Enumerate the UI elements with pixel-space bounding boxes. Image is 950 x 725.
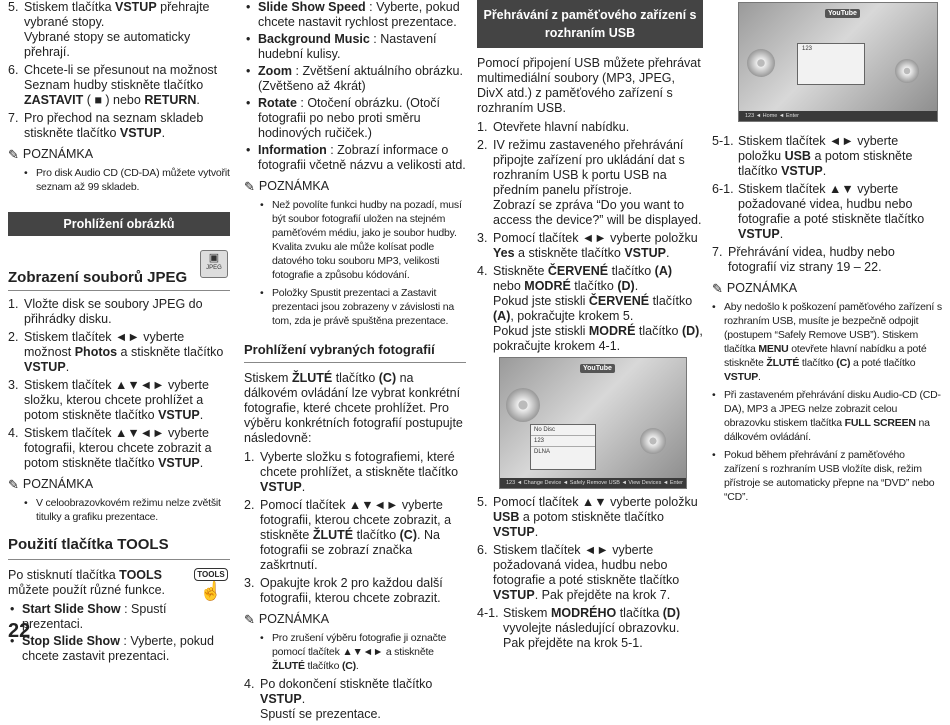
note-list [244,631,466,673]
list-item: • Background Music : Nastavení hudební kulisy. [244,32,466,62]
step-item [477,543,703,603]
step-number: 6-1. [712,182,734,196]
step-number: 3. [8,378,19,392]
step-item [244,576,466,606]
step-item [712,182,942,242]
pencil-icon: ✎ [244,612,255,627]
step-text: Pomocí tlačítek ▲▼◄► vyberte fotografii, kterou chcete zobrazit, a stiskněte ŽLUTÉ tlačítko (C). Na fotografii se zobrazí značka zaškrtnutí. [260,498,452,572]
note-label: POZNÁMKA [22,477,94,491]
step-text: Pro přechod na seznam skladeb stiskněte tlačítko VSTUP. [24,111,204,140]
list-item: • Pokud během přehrávání z paměťového zařízení s rozhraním USB vložíte disk, režim přístroje se automaticky přepne na “DVD” nebo “CD”. [712,448,942,504]
step-number: 4. [8,426,19,440]
step-number: 1. [477,120,488,134]
list-item: • Information : Zobrazí informace o fotografii včetně názvu a velikosti atd. [244,143,466,173]
step-number: 3. [477,231,488,245]
device-label: 123 [802,46,813,52]
step-text: Stiskem tlačítek ◄► vyberte možnost Photos a stiskněte tlačítko VSTUP. [24,330,224,374]
screen-bottom-bar: 123 ◄ Change Device ◄ Safely Remove USB ◄ View Devices ◄ Enter [500,478,686,488]
usb-screen-wrapper [477,357,703,493]
list-item: • Aby nedošlo k poškození paměťového zařízení s rozhraním USB, musíte je bezpečně odpojit (postupem “Safely Remove USB”). Stiskem tlačítka MENU otevřete hlavní nabídku a poté stiskněte ŽLUTÉ tlačítko (C) a poté tlačítko VSTUP. [712,300,942,384]
steps-usb [477,120,703,354]
list-item: • Pro zrušení výběru fotografie ji označte pomocí tlačítek ▲▼◄► a stiskněte ŽLUTÉ tlačítko (C). [260,631,466,673]
hand-icon: ☝ [199,581,223,601]
pencil-icon: ✎ [8,477,19,492]
note-heading [244,179,466,194]
step-item [244,498,466,573]
step-text: Stiskněte ČERVENÉ tlačítko (A) nebo MODRÉ tlačítko (D). Pokud jste stiskli ČERVENÉ tlačítko (A), pokračujte krokem 5. Pokud jste stiskli MODRÉ tlačítko (D), pokračujte krokem 4-1. [493,264,703,353]
pencil-icon: ✎ [8,147,19,162]
usb-screen2-wrapper [712,0,942,128]
step-number: 7. [712,245,723,259]
step-number: 1. [8,297,19,311]
usb-intro: Pomocí připojení USB můžete přehrávat multimediální soubory (MP3, JPEG, DivX atd.) z paměťového zařízení s rozhraním USB. [477,56,701,115]
steps-usb-after [477,495,703,651]
device-item: DLNA [534,449,551,455]
step-number: 3. [244,576,255,590]
pencil-icon: ✎ [712,281,723,296]
step-number: 2. [477,138,488,152]
step-text: Stiskem tlačítek ◄► vyberte položku USB a potom stiskněte tlačítko VSTUP. [738,134,913,178]
step-text: Stiskem tlačítek ▲▼ vyberte požadované videa, hudbu nebo fotografie a poté stiskněte tlačítko VSTUP. [738,182,925,241]
step-item [8,426,230,471]
step-item [477,606,703,651]
youtube-logo: YouTube [580,364,615,373]
column-2 [244,0,466,725]
steps-jpeg [8,297,230,471]
step-text: Po dokončení stiskněte tlačítko VSTUP. Spustí se prezentace. [260,677,433,721]
list-item: • Start Slide Show : Spustí prezentaci. [8,602,230,632]
list-item: • V celoobrazovkovém režimu nelze zvětšit titulky a grafiku prezentace. [24,496,230,524]
step-text: Stiskem tlačítek ◄► vyberte požadovaná videa, hudbu nebo fotografie a poté stiskněte tlačítko VSTUP. Pak přejděte na krok 7. [493,543,680,602]
step-number: 4. [244,677,255,691]
steps-usb-alt [712,134,942,275]
step-number: 6. [8,63,19,77]
step-text: Chcete-li se přesunout na možnost Seznam hudby stiskněte tlačítko ZASTAVIT ( ■ ) nebo RETURN. [24,63,218,107]
tools-badge-label: TOOLS [194,568,228,581]
steps-selected [244,450,466,606]
section-bar-usb: Přehrávání z paměťového zařízení s rozhraním USB [477,0,703,48]
jpeg-heading-row [8,250,230,291]
step-item [8,111,230,141]
selected-photos-intro: Stiskem ŽLUTÉ tlačítko (C) na dálkovém ovládání lze vybrat konkrétní fotografie, které chcete prohlížet. Pro výběru konkrétních fotografií postupujte následovně: [244,371,463,445]
step-number: 4-1. [477,606,499,620]
device-item: 123 [531,436,595,447]
list-item: • Rotate : Otočení obrázku. (Otočí fotografii po nebo proti směru hodinových ručiček.) [244,96,466,141]
note-list [712,300,942,504]
step-item [477,264,703,354]
tools-intro: Po stisknutí tlačítka TOOLS můžete použít různé funkce. [8,568,166,597]
step-item [477,495,703,540]
device-item: No Disc [531,425,595,436]
step-item [8,378,230,423]
list-item: • Stop Slide Show : Vyberte, pokud chcete zastavit prezentaci. [8,634,230,664]
media-icon [895,59,919,83]
step-item [244,677,466,722]
step-number: 5. [8,0,19,14]
step-item [712,134,942,179]
tools-list [8,602,230,664]
usb-screen-image [499,357,687,489]
step-text: Pomocí tlačítek ◄► vyberte položku Yes a stiskněte tlačítko VSTUP. [493,231,698,260]
list-item: • Než povolíte funkci hudby na pozadí, musí být soubor fotografií uložen na stejném paměťovém médiu, jako je soubor hudby. Kvalita zvuku ale může kolísat podle datového toku souboru MP3, velikosti fotografie a způsobu kódování. [260,198,466,282]
list-item: • Zoom : Zvětšení aktuálního obrázku. (Zvětšeno až 4krát) [244,64,466,94]
step-text: Stiskem MODRÉHO tlačítka (D) vyvolejte následující obrazovku. Pak přejděte na krok 5-1. [503,606,681,650]
note-heading [8,147,230,162]
step-text: Pomocí tlačítek ▲▼ vyberte položku USB a potom stiskněte tlačítko VSTUP. [493,495,698,539]
device-panel [797,43,865,85]
step-item [8,330,230,375]
step-number: 1. [244,450,255,464]
list-item: • Při zastaveném přehrávání disku Audio-CD (CD-DA), MP3 a JPEG nelze zobrazit celou obrazovku stiskem tlačítka FULL SCREEN na dálkovém ovládání. [712,388,942,444]
tools-list-cont [244,0,466,173]
step-number: 7. [8,111,19,125]
heading-selected-photos: Prohlížení vybraných fotografií [244,342,466,363]
device-list-panel [530,424,596,470]
step-item [477,231,703,261]
note-list [8,496,230,524]
step-text: Stiskem tlačítek ▲▼◄► vyberte fotografii, kterou chcete zobrazit a potom stiskněte tlačítko VSTUP. [24,426,212,470]
step-text: IV režimu zastaveného přehrávání připojte zařízení pro ukládání dat s rozhraním USB k portu USB na předním panelu přístroje. Zobrazí se zpráva “Do you want to access the device?” will be displayed. [493,138,702,227]
list-item: • Slide Show Speed : Vyberte, pokud chcete nastavit rychlost prezentace. [244,0,466,30]
list-item: • Položky Spustit prezentaci a Zastavit prezentaci jsou zobrazeny v závislosti na tom, zda je právě spuštěna prezentace. [260,286,466,328]
step-number: 5-1. [712,134,734,148]
page-number: 22 [8,620,31,642]
jpeg-icon: ▣ JPEG [200,250,228,278]
note-label: POZNÁMKA [726,281,798,295]
heading-tools: Použití tlačítka TOOLS [8,536,230,560]
step-item [712,245,942,275]
note-heading [8,477,230,492]
usb-screen2-image [738,2,938,122]
step-number: 5. [477,495,488,509]
disc-icon [506,388,540,422]
column-1 [8,0,230,666]
step-number: 2. [244,498,255,512]
youtube-logo: YouTube [825,9,860,18]
step-item [244,450,466,495]
list-item: • Pro disk Audio CD (CD-DA) můžete vytvořit seznam až 99 skladeb. [24,166,230,194]
heading-jpeg: Zobrazení souborů JPEG [8,269,188,286]
section-bar-images: Prohlížení obrázků [8,212,230,236]
step-text: Opakujte krok 2 pro každou další fotografii, kterou chcete zobrazit. [260,576,443,605]
note-heading [244,612,466,627]
step-item [8,297,230,327]
note-list [244,198,466,328]
pencil-icon: ✎ [244,179,255,194]
note-label: POZNÁMKA [22,147,94,161]
step-item [8,63,230,108]
column-4 [712,0,942,508]
step-item [477,138,703,228]
step-text: Přehrávání videa, hudby nebo fotografií viz strany 19 – 22. [728,245,895,274]
steps-top [8,0,230,141]
disc-icon [747,49,775,77]
step-item [477,120,703,135]
step-number: 6. [477,543,488,557]
column-3 [477,0,703,654]
note-heading [712,281,942,296]
step-item [8,0,230,60]
step-number: 2. [8,330,19,344]
step-text: Vložte disk se soubory JPEG do přihrádky disku. [24,297,203,326]
media-icon [640,428,666,454]
step-number: 4. [477,264,488,278]
step-text: Stiskem tlačítka VSTUP přehrajte vybrané stopy. Vybrané stopy se automaticky přehrají. [24,0,210,59]
step-text: Otevřete hlavní nabídku. [493,120,630,134]
jpeg-badge-label: JPEG [206,265,222,271]
note-label: POZNÁMKA [258,612,330,626]
note-list [8,166,230,194]
steps-final [244,677,466,722]
step-text: Stiskem tlačítek ▲▼◄► vyberte složku, kterou chcete prohlížet a potom stiskněte tlačítko VSTUP. [24,378,209,422]
note-label: POZNÁMKA [258,179,330,193]
step-text: Vyberte složku s fotografiemi, které chcete prohlížet, a stiskněte tlačítko VSTUP. [260,450,459,494]
screen-bottom-bar: 123 ◄ Home ◄ Enter [739,111,937,121]
